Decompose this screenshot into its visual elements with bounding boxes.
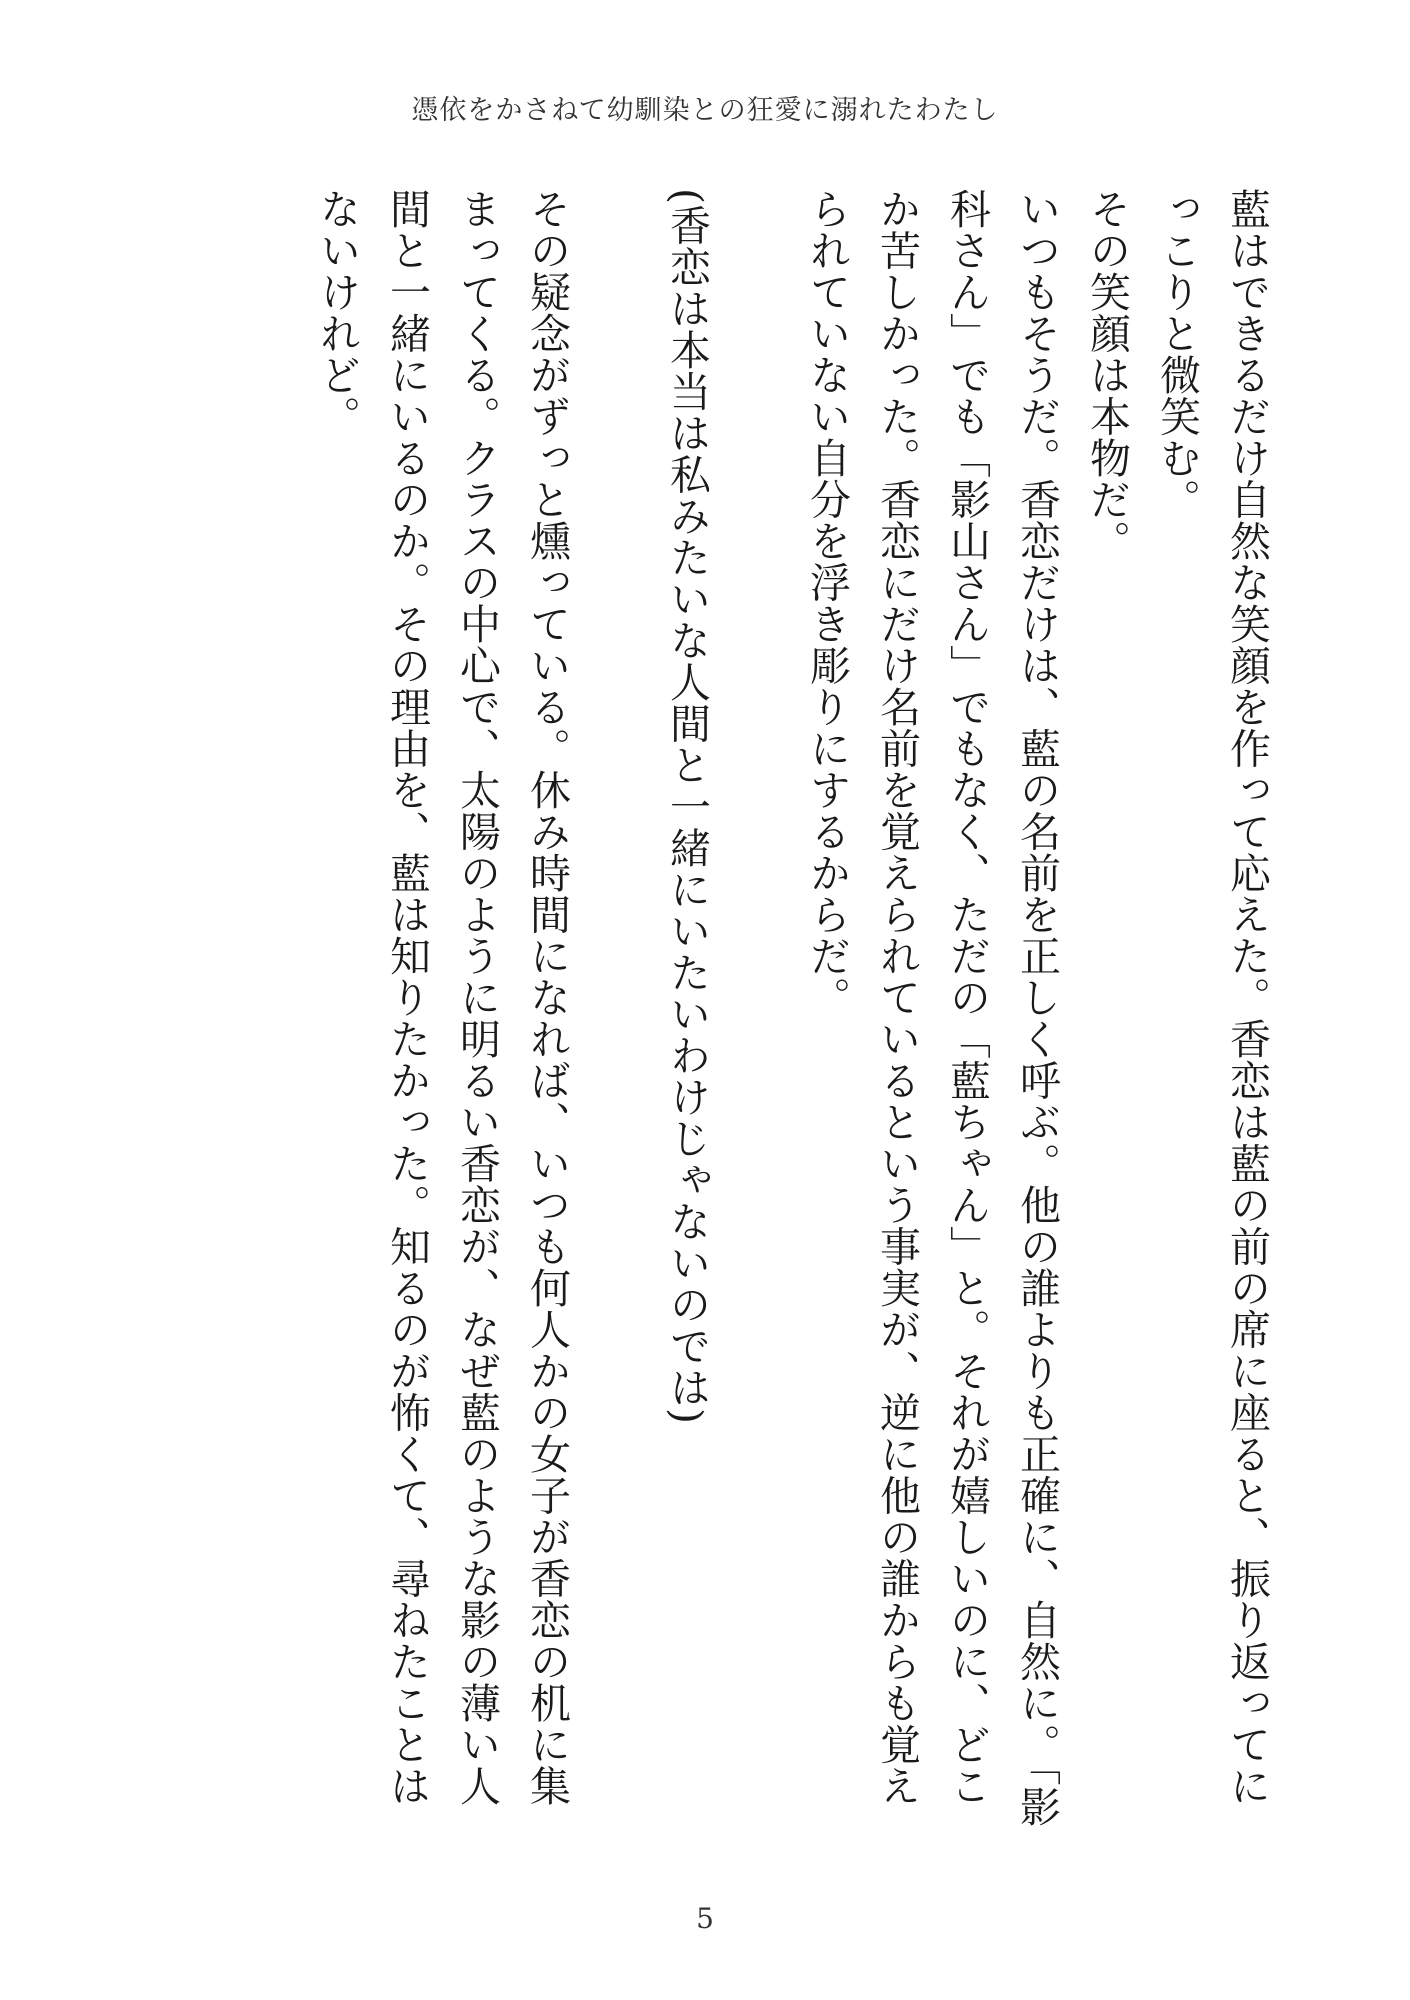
paragraph: その疑念がずっと燻っている。休み時間になれば、いつも何人かの女子が香恋の机に集まってくる。クラスの中心で、太陽のように明るい香恋が、なぜ藍のような影の薄い人間と一緒にいるのか。その理由を、藍は知りたかった。知るのが怖くて、尋ねたことはないけれど。 [313, 188, 571, 1807]
running-head-title: 憑依をかさねて幼馴染との狂愛に溺れたわたし [411, 95, 999, 126]
page-number: 5 [696, 1902, 714, 1935]
paragraph: いつもそうだ。香恋だけは、藍の名前を正しく呼ぶ。他の誰よりも正確に、自然に。「影科さん」でも「影山さん」でもなく、ただの「藍ちゃん」と。それが嬉しいのに、どこか苦しかった。香恋にだけ名前を覚えられているという事実が、逆に他の誰からも覚えられていない自分を浮き彫りにするからだ。 [803, 188, 1061, 1828]
blank-line [582, 188, 652, 1828]
paragraph: その笑顔は本物だ。 [1083, 188, 1131, 562]
blank-line [722, 188, 792, 1828]
paragraph: (香恋は本当は私みたいな人間と一緒にいたいわけじゃないのでは) [663, 188, 711, 1425]
paragraph: 藍はできるだけ自然な笑顔を作って応えた。香恋は藍の前の席に座ると、振り返ってにっこりと微笑む。 [1153, 188, 1271, 1807]
body-text [122, 188, 1282, 1828]
